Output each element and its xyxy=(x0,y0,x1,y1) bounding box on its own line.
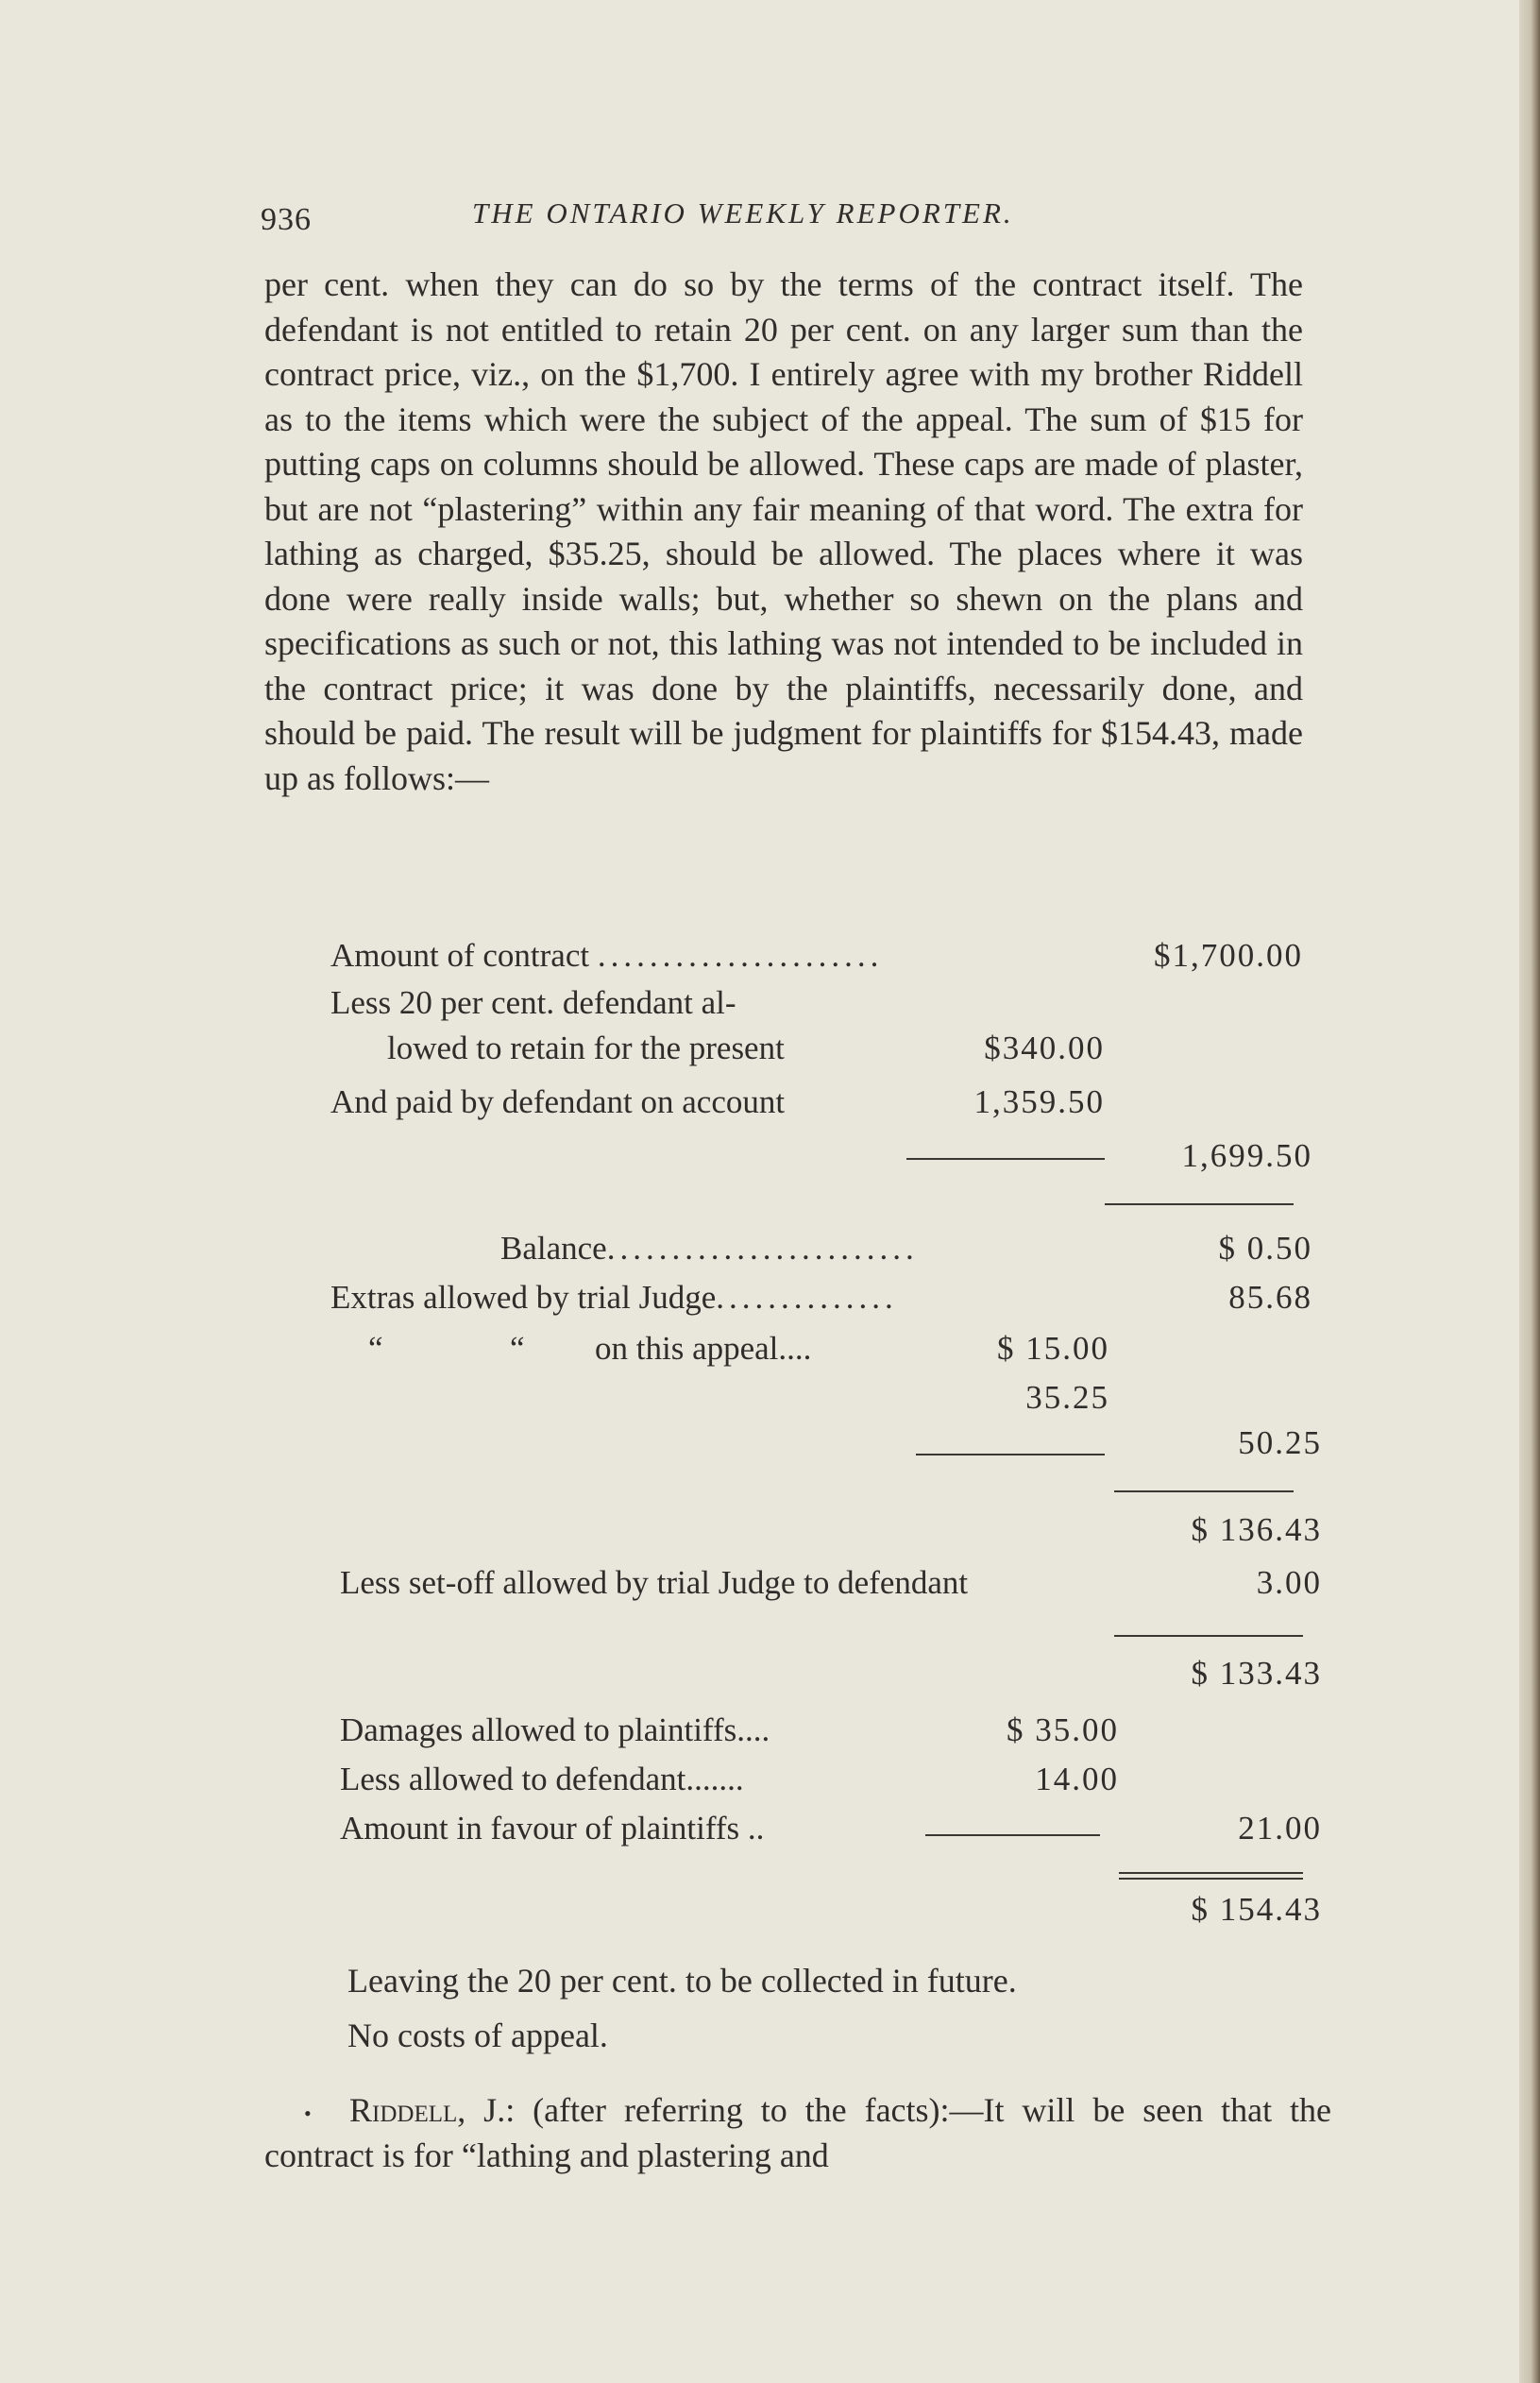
paragraph-text: per cent. when they can do so by the terms of the contract itself. The defendant is not entitled to retain 20 per cent. on any larger sum than the contract price, viz., on the $1,700. I entirely agree with my brother Riddell as to the items which were the subject of the appeal. The sum of $15 for putting caps on columns should be allowed. These caps are made of plaster, but are not “plastering” within any fair meaning of that word. The extra for lathing as charged, $35.25, should be allowed. The places where it was done were really inside walls; but, whether so shewn on the plans and specifications as such or not, this lathing was not intended to be included in the contract price; it was done by the plaintiffs, necessarily done, and should be paid. The result will be judgment for plaintiffs for $154.43, made up as follows:— xyxy=(264,265,1303,797)
running-head xyxy=(255,196,1312,244)
rule xyxy=(1119,1872,1303,1874)
ledger-label: Extras allowed by trial Judge.............. xyxy=(330,1279,898,1316)
ledger-label: on this appeal.... xyxy=(595,1330,812,1367)
ledger-value: 21.00 xyxy=(1238,1810,1322,1847)
ledger-row-setoff xyxy=(264,1564,1322,1611)
ledger-row-extras-appeal-2 xyxy=(264,1379,1322,1426)
ledger-row-extras-total xyxy=(264,1424,1322,1472)
journal-title: THE ONTARIO WEEKLY REPORTER. xyxy=(472,196,1014,230)
ledger-row-extras-appeal xyxy=(264,1330,1322,1377)
ledger-label: Less set-off allowed by trial Judge to defendant xyxy=(340,1564,969,1601)
ledger-row-subtotal-2 xyxy=(264,1655,1322,1702)
page-number: 936 xyxy=(261,202,312,237)
ledger-row-less-defendant xyxy=(264,1761,1322,1808)
ledger-value: 1,699.50 xyxy=(1181,1137,1312,1174)
ledger-row-extras-trial xyxy=(264,1279,1322,1326)
ledger-value: 1,359.50 xyxy=(973,1083,1105,1120)
ledger-value: $ 0.50 xyxy=(1218,1230,1312,1267)
ledger-row-paid-total xyxy=(264,1137,1322,1184)
ledger-row-grand-total xyxy=(264,1891,1322,1938)
ledger-value: $ 136.43 xyxy=(1191,1511,1322,1548)
ledger-value: $ 35.00 xyxy=(1007,1711,1119,1748)
ledger-label: lowed to retain for the present xyxy=(387,1030,785,1066)
accounting-table xyxy=(264,937,1322,1938)
bullet-icon: • xyxy=(304,2102,312,2125)
ledger-label: Less allowed to defendant....... xyxy=(340,1761,744,1797)
ledger-row-contract xyxy=(264,937,1322,984)
judge-name: Riddell xyxy=(349,2091,458,2129)
rule xyxy=(1114,1635,1303,1637)
ledger-value: $ 154.43 xyxy=(1191,1891,1322,1928)
ledger-value: $1,700.00 xyxy=(1154,937,1303,974)
ledger-row-paid xyxy=(264,1083,1322,1131)
ledger-label: And paid by defendant on account xyxy=(330,1083,786,1120)
riddell-rest: , J.: (after referring to the facts):—It will be seen that the contract is for “lathing and plastering and xyxy=(264,2091,1331,2174)
ledger-value: $340.00 xyxy=(984,1030,1105,1066)
ledger-label: Less 20 per cent. defendant al- xyxy=(330,984,736,1021)
ledger-value: 50.25 xyxy=(1238,1424,1322,1461)
ledger-label: Balance........................ xyxy=(500,1230,919,1267)
riddell-text xyxy=(264,2087,1331,2178)
riddell-paragraph xyxy=(264,2087,1331,2178)
closing-line-1: Leaving the 20 per cent. to be collected in future. xyxy=(347,1962,1017,2000)
ledger-value: $ 15.00 xyxy=(997,1330,1109,1367)
ledger-row-damages xyxy=(264,1711,1322,1759)
rule xyxy=(925,1834,1100,1836)
page-edge xyxy=(1519,0,1540,2383)
ledger-row-retained-2 xyxy=(264,1030,1322,1077)
ditto-mark: “ xyxy=(368,1330,383,1367)
body-paragraph xyxy=(264,263,1303,801)
ledger-value: 14.00 xyxy=(1035,1761,1119,1797)
rule xyxy=(1119,1878,1303,1880)
closing-line-2: No costs of appeal. xyxy=(347,2017,608,2054)
ledger-row-balance xyxy=(264,1230,1322,1277)
ledger-value: 85.68 xyxy=(1228,1279,1312,1316)
ledger-value: 3.00 xyxy=(1256,1564,1322,1601)
ditto-mark: “ xyxy=(510,1330,525,1367)
ledger-row-favour xyxy=(264,1810,1322,1857)
rule xyxy=(1114,1490,1294,1492)
ledger-label: Amount of contract ...................... xyxy=(330,937,884,974)
ledger-value: $ 133.43 xyxy=(1191,1655,1322,1692)
ledger-label: Damages allowed to plaintiffs.... xyxy=(340,1711,770,1748)
ledger-value: 35.25 xyxy=(1025,1379,1109,1416)
ledger-label: Amount in favour of plaintiffs .. xyxy=(340,1810,765,1847)
ledger-row-subtotal-1 xyxy=(264,1511,1322,1558)
ledger-row-retained xyxy=(264,984,1322,1031)
rule xyxy=(1105,1203,1294,1205)
